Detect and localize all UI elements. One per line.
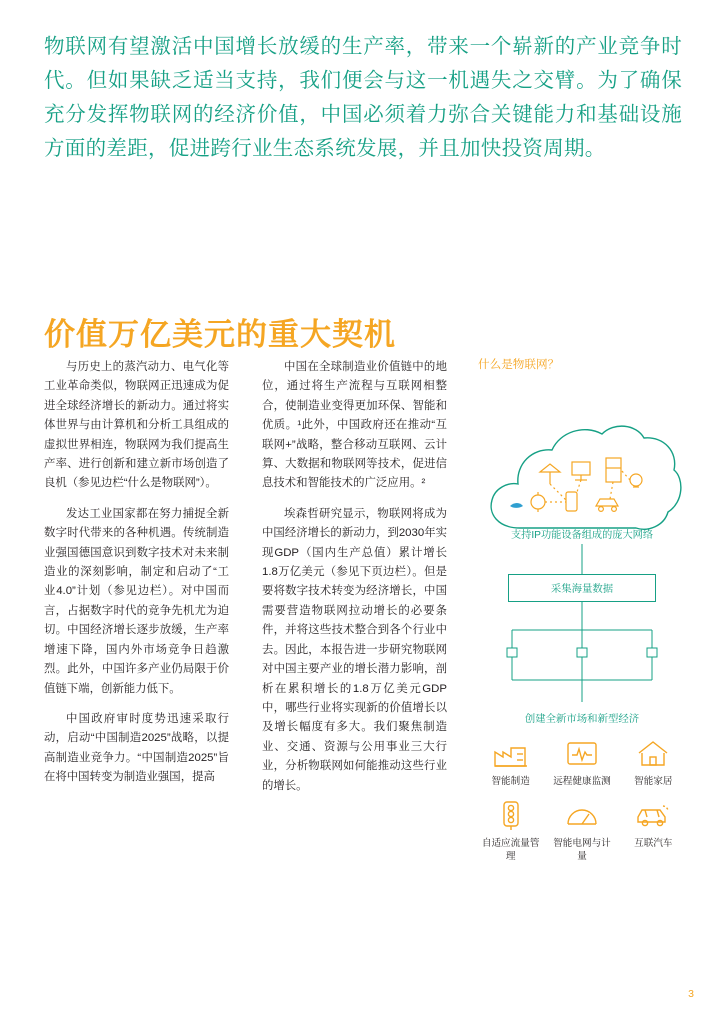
- sidebar-title: 什么是物联网？: [478, 358, 560, 371]
- paragraph: 发达工业国家都在努力捕捉全新数字时代带来的各种机遇。传统制造业强国德国意识到数字技术对未来制造业的深刻影响，制定和启动了“工业4.0”计划（参见边栏）。对中国而言，占据数字时代的竞争先机尤为迫切。中国经济增长逐步放缓，生产率增速下降，国内外市场竞争日趋激烈。此外，中国许多产业仍局限于价值链下端，创新能力低下。: [44, 507, 229, 695]
- body-column-1: [44, 358, 229, 799]
- icon-cell: [619, 798, 688, 863]
- icon-cell: [547, 736, 616, 788]
- icon-cell: [619, 736, 688, 788]
- application-icon-grid: [476, 736, 688, 863]
- icon-cell: [547, 798, 616, 863]
- connected-car-icon: [633, 798, 673, 832]
- cloud-caption: 支持IP功能设备组成的庞大网络: [510, 530, 654, 541]
- traffic-light-icon: [491, 798, 531, 832]
- paragraph: 埃森哲研究显示，物联网将成为中国经济增长的新动力，到2030年实现GDP（国内生产总值）累计增长1.8万亿美元（参见下页边栏）。但是要将数字技术转变为经济增长，中国需要营造物联网拉动增长的必要条件，并将这些技术整合到各个行业中去。因此，本报告进一步研究物联网对中国主要产业的增长潜力影响，剖析在累积增长的1.8万亿美元GDP中，哪些行业将实现新的价值增长以及增长幅度有多大。我们聚焦制造业、交通、资源与公用事业三大行业，分析物联网如何能推动这些行业的增长。: [262, 507, 447, 792]
- page-number: 3: [688, 988, 694, 1000]
- heart-monitor-icon: [562, 736, 602, 770]
- icon-label: 智能电网与计量: [553, 838, 611, 862]
- power-meter-icon: [562, 798, 602, 832]
- paragraph: 中国在全球制造业价值链中的地位，通过将生产流程与互联网相整合，使制造业变得更加环保、智能和优质。¹此外，中国政府还在推动“互联网+”战略，整合移动互联网、云计算、大数据和物联网等技术，促进信息技术和智能技术的广泛应用。²: [262, 361, 447, 490]
- icon-label: 远程健康监测: [553, 776, 611, 787]
- house-icon: [633, 736, 673, 770]
- paragraph: 中国政府审时度势迅速采取行动，启动“中国制造2025”战略，以提高制造业竞争力。“中国制造2025”旨在将中国转变为制造业强国，提高: [44, 712, 229, 784]
- icon-label: 智能家居: [634, 776, 673, 787]
- body-column-2: [262, 358, 447, 807]
- icon-cell: [476, 798, 545, 863]
- market-caption: 创建全新市场和新型经济: [524, 714, 640, 725]
- paragraph: 与历史上的蒸汽动力、电气化等工业革命类似，物联网正迅速成为促进全球经济增长的新动力。通过将实体世界与由计算机和分析工具组成的虚拟世界相连，物联网为我们提高生产率、进行创新和建立新市场创造了良机（参见边栏“什么是物联网”）。: [44, 361, 229, 490]
- icon-cell: [476, 736, 545, 788]
- icon-label: 自适应流量管理: [481, 838, 540, 862]
- collect-data-box: 采集海量数据: [508, 574, 656, 602]
- page-headline: 价值万亿美元的重大契机: [44, 316, 396, 352]
- lead-paragraph: 物联网有望激活中国增长放缓的生产率，带来一个崭新的产业竞争时代。但如果缺乏适当支持，我们便会与这一机遇失之交臂。为了确保充分发挥物联网的经济价值，中国必须着力弥合关键能力和基础设施方面的差距，促进跨行业生态系统发展，并且加快投资周期。: [44, 35, 682, 160]
- iot-diagram: [476, 380, 688, 880]
- icon-label: 互联汽车: [634, 838, 673, 849]
- sidebar-iot-definition: [476, 356, 688, 876]
- factory-icon: [491, 736, 531, 770]
- icon-label: 智能制造: [491, 776, 530, 787]
